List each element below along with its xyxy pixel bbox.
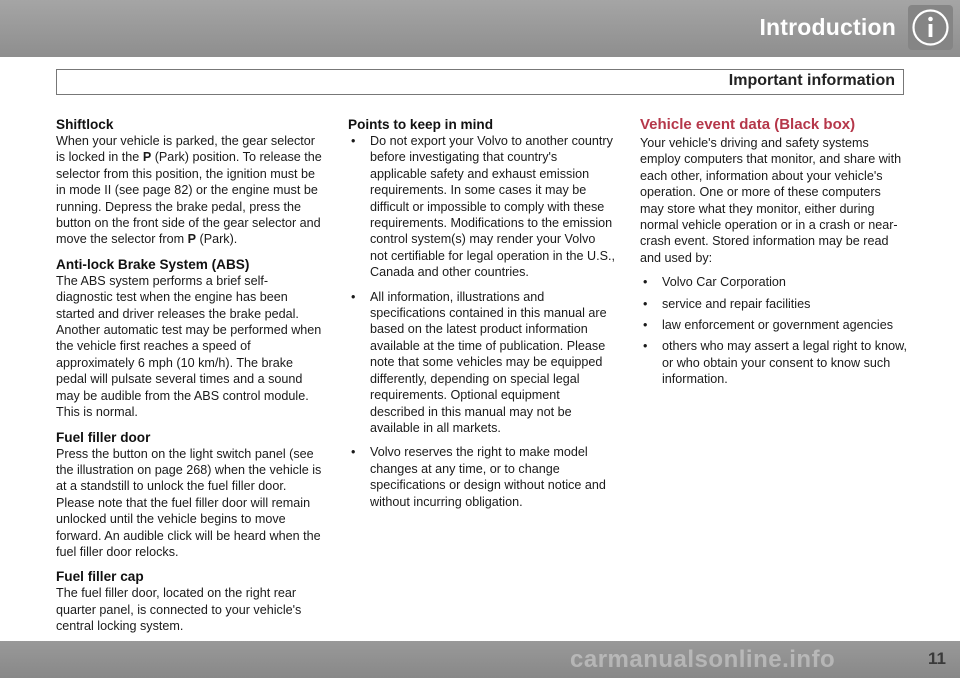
list-item: • Do not export your Volvo to another country before investigating that country's applicable safety and exhaust emission requirements. In some cases it may be difficult or impossible to comply with these requirements. Modifications to the emission control system(s) may render your Volvo not certifiable for legal operation in the U.S., Canada and other countries.	[351, 134, 616, 280]
list-item: • Volvo reserves the right to make model changes at any time, or to change specifications or design without notice and without incurring obligation.	[351, 445, 606, 509]
heading-points: Points to keep in mind	[348, 117, 494, 132]
heading-fuel-cap: Fuel filler cap	[56, 569, 144, 585]
section-title: Important information	[728, 72, 895, 89]
bullet-icon: •	[643, 339, 648, 354]
text-fuel-door: Press the button on the light switch panel (see the illustration on page 268) when the vehicle is at a standstill to unlock the fuel filler door. Please note that the fuel filler door will remain unlocked until the vehicle begins to move forward. An audible click will be heard when the fuel filler door relocks.	[56, 446, 322, 559]
section-fuel-door	[56, 429, 324, 561]
bullet-icon: •	[351, 134, 356, 148]
list-item: • All information, illustrations and specifications contained in this manual are based on the latest product information available at the time of publication. Please note that some vehicles may be equipped differently, depending on special legal requirements. Optional equipment described in this manual may not be available in all markets.	[351, 289, 607, 435]
heading-black-box: Vehicle event data (Black box)	[640, 116, 856, 133]
chapter-title: Introduction	[759, 14, 896, 40]
list-item: • others who may assert a legal right to know, or who obtain your consent to know such information.	[643, 339, 907, 387]
readers-list	[640, 274, 908, 387]
list-item: • service and repair facilities	[643, 296, 811, 311]
section-shiftlock	[56, 116, 324, 248]
column-middle	[348, 116, 616, 518]
heading-abs: Anti-lock Brake System (ABS)	[56, 256, 250, 272]
column-left	[56, 116, 324, 643]
watermark: carmanualsonline.info	[570, 646, 836, 673]
bullet-icon: •	[643, 318, 648, 333]
info-icon	[908, 5, 953, 50]
bullet-icon: •	[643, 275, 648, 290]
text-abs: The ABS system performs a brief self-diagnostic test when the engine has been started and driver releases the brake pedal. Another automatic test may be performed when the vehicle first reaches a speed of approximately 6 mph (10 km/h). The brake pedal will pulsate several times and a sound may be audible from the ABS control module. This is normal.	[56, 273, 322, 420]
list-item: • law enforcement or government agencies	[643, 318, 894, 333]
text-fuel-cap: The fuel filler door, located on the right rear quarter panel, is connected to your vehicle's central locking system.	[56, 586, 302, 634]
text-shiftlock: When your vehicle is parked, the gear selector is locked in the P (Park) position. To release the selector from this position, the ignition must be in mode II (see page 82) or the engine must be running. Depress the brake pedal, press the button on the front side of the gear selector and move the selector from P (Park).	[56, 134, 322, 247]
section-fuel-cap	[56, 568, 324, 634]
text-black-box: Your vehicle's driving and safety systems employ computers that monitor, and share with each other, information about your vehicle's operation. One or more of these computers may store what they monitor, either during normal vehicle operation or in a crash or near-crash event. Stored information may be read and used by:	[640, 136, 902, 265]
heading-fuel-door: Fuel filler door	[56, 429, 151, 445]
bullet-icon: •	[351, 289, 356, 304]
header-band	[0, 0, 960, 57]
bullet-icon: •	[351, 445, 356, 460]
points-list	[348, 133, 616, 510]
bullet-icon: •	[643, 296, 648, 311]
list-item: • Volvo Car Corporation	[643, 275, 786, 290]
page-number: 11	[928, 649, 946, 668]
heading-shiftlock: Shiftlock	[56, 117, 114, 132]
section-header	[56, 69, 904, 95]
section-abs	[56, 256, 324, 421]
column-right	[640, 116, 908, 393]
